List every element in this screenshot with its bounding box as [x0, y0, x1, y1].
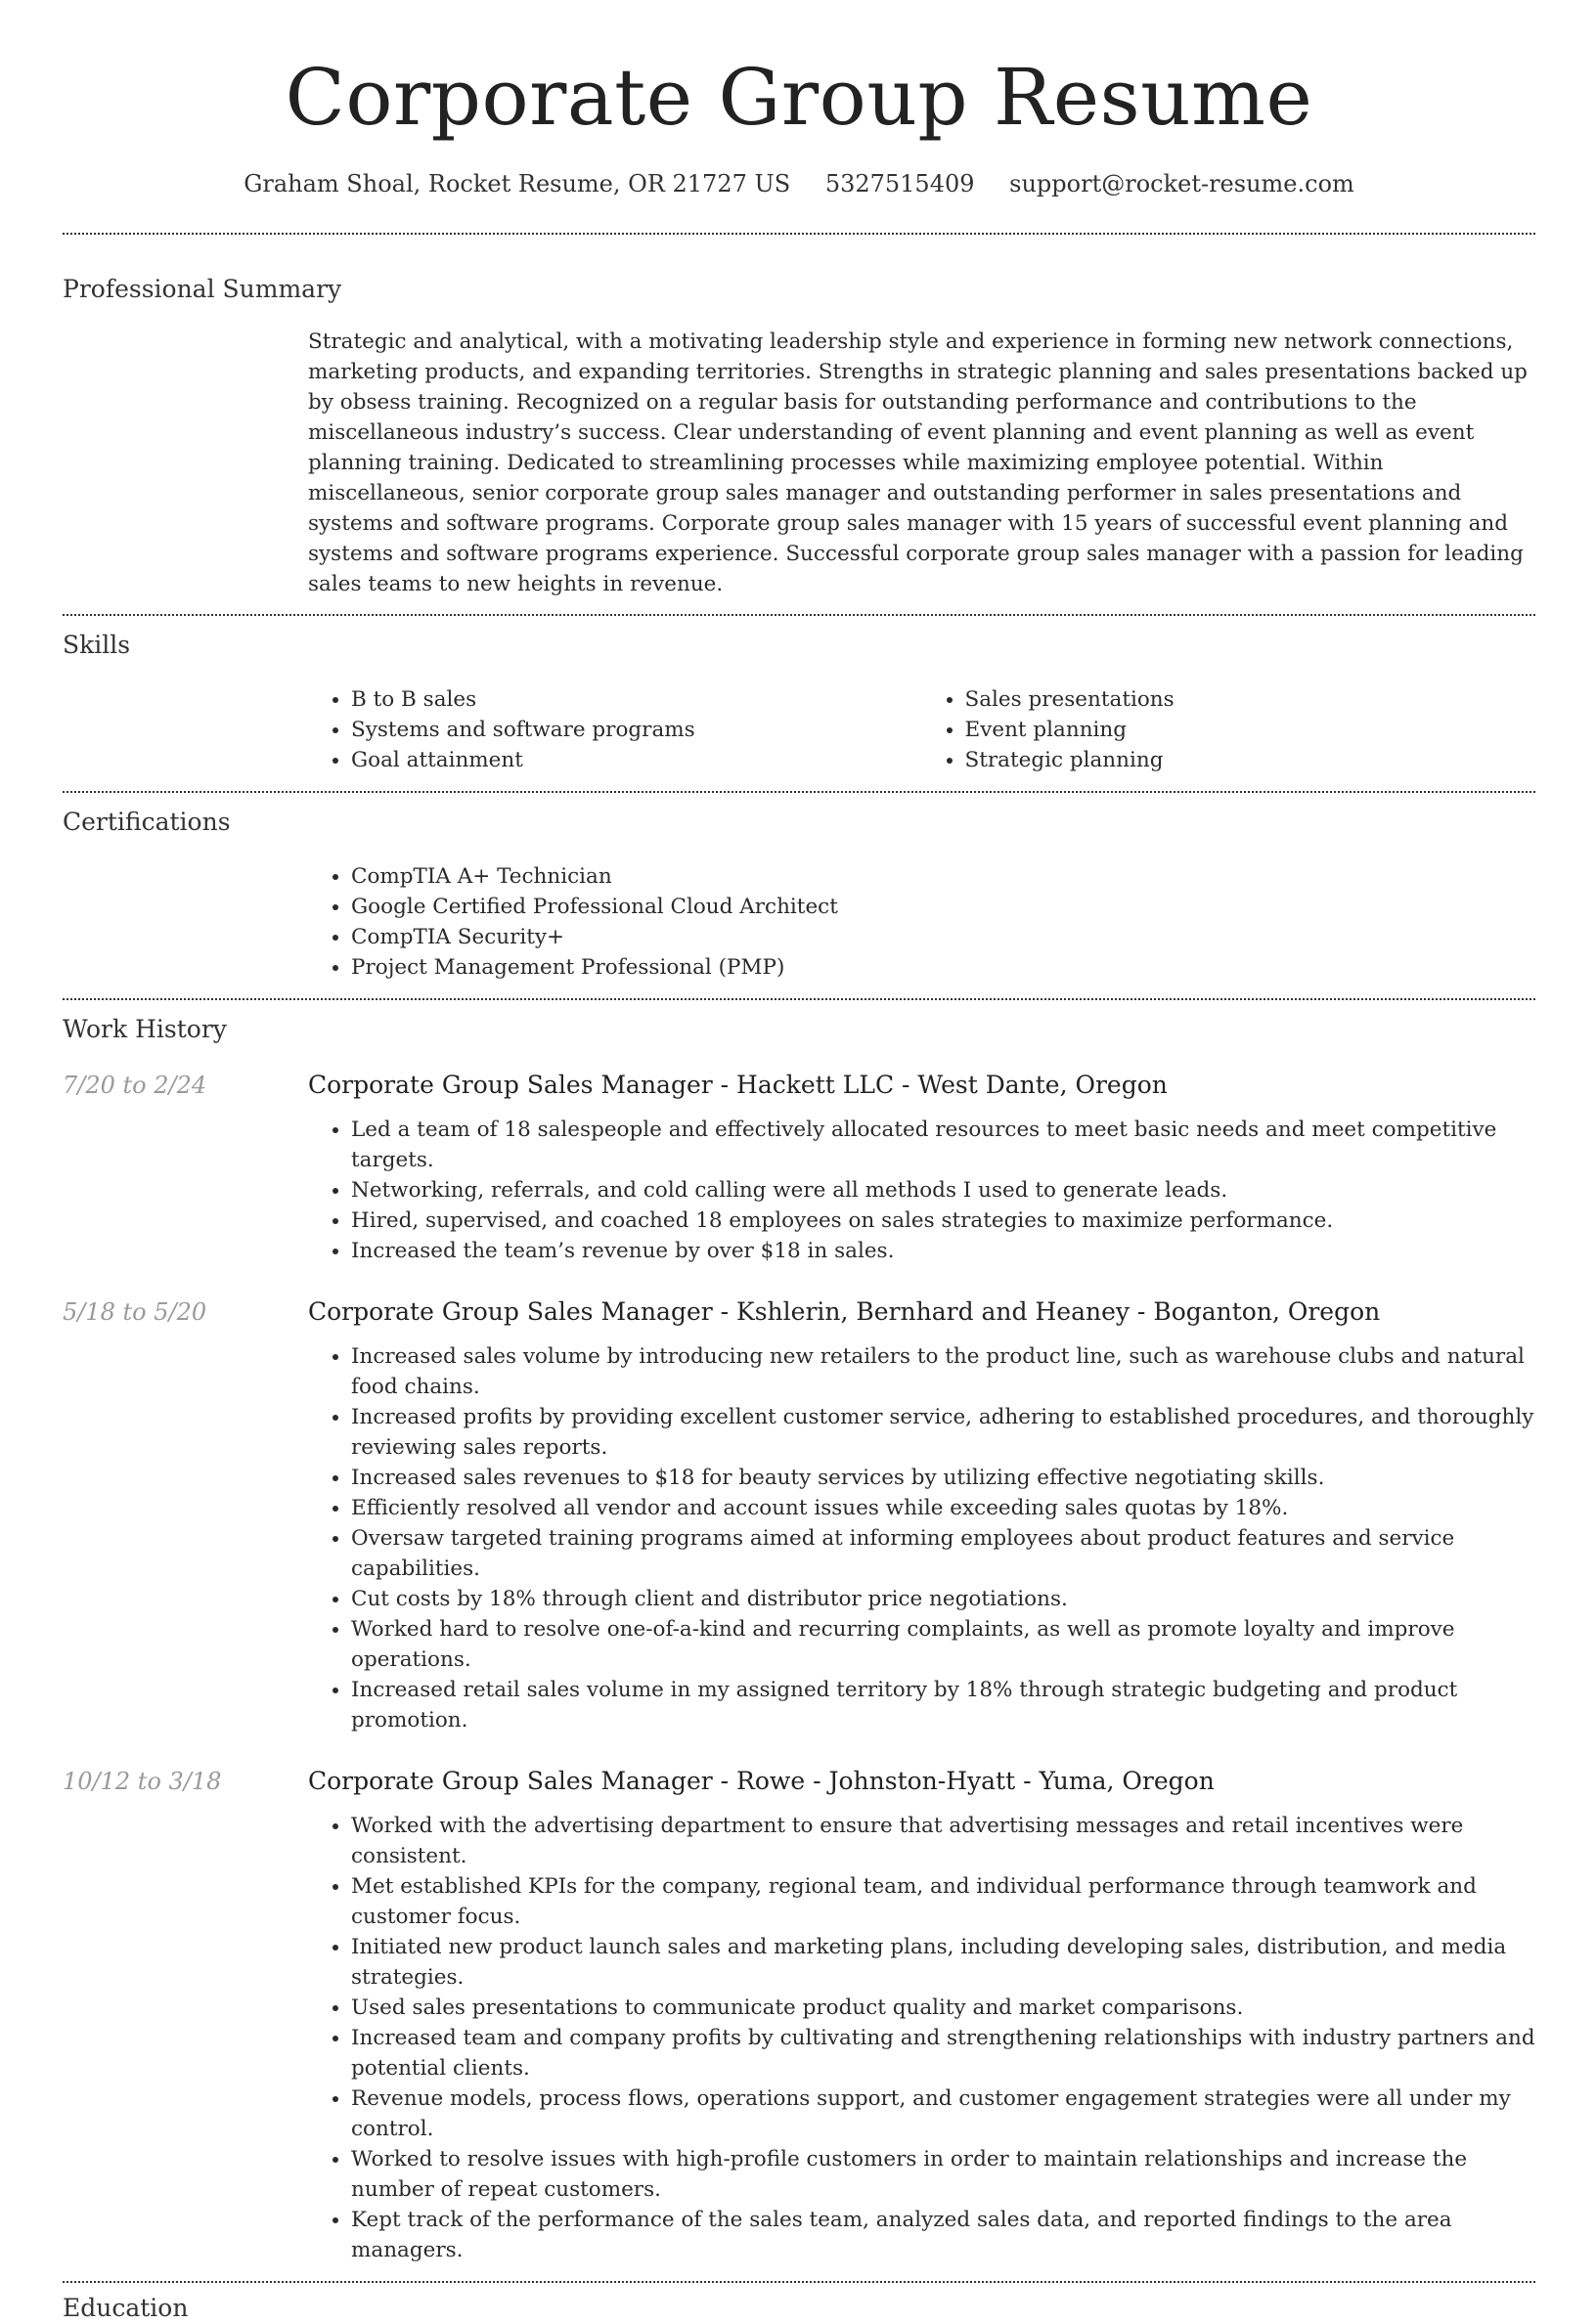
contact-phone: 5327515409: [824, 170, 975, 197]
skills-list-right: [922, 684, 1536, 775]
resume-page: [63, 0, 1535, 2324]
job-bullet: • Worked to resolve issues with high-profile customers in order to maintain relationships and increase the number of repeat customers.: [351, 2144, 1535, 2205]
job-entry: [63, 1296, 1535, 1735]
job-bullet: • Increased team and company profits by cultivating and strengthening relationships with industry partners and potential clients.: [351, 2023, 1535, 2083]
skill-item: • Strategic planning: [965, 745, 1536, 775]
skill-item: • Systems and software programs: [351, 715, 922, 745]
section-title-skills: Skills: [63, 631, 131, 659]
summary-text: Strategic and analytical, with a motivating leadership style and experience in forming new network connections, marketing products, and expanding territories. Strengths in strategic planning and sales presentations backed up by obsess training. Recognized on a regular basis for outstanding performance and contributions to the miscellaneous industry’s success. Clear understanding of event planning and event planning as well as event planning training. Dedicated to streamlining processes while maximizing employee potential. Within miscellaneous, senior corporate group sales manager and outstanding performer in sales presentations and systems and software programs. Corporate group sales manager with 15 years of successful event planning and systems and software programs experience. Successful corporate group sales manager with a passion for leading sales teams to new heights in revenue.: [308, 329, 1528, 596]
certifications-list: [308, 861, 1535, 983]
skill-item: • Event planning: [965, 715, 1536, 745]
section-title-work-history: Work History: [63, 1015, 227, 1043]
job-details: [308, 1341, 1535, 1735]
job-bullet: • Worked with the advertising department to ensure that advertising messages and retail incentives were consistent.: [351, 1811, 1535, 1871]
work-history-section: [63, 1000, 1535, 2265]
certifications-body: [308, 861, 1535, 983]
job-bullet: • Led a team of 18 salespeople and effectively allocated resources to meet basic needs and meet competitive targets.: [351, 1115, 1535, 1175]
job-dates: 5/18 to 5/20: [63, 1298, 207, 1326]
job-bullets: [308, 1341, 1535, 1735]
job-title: Corporate Group Sales Manager - Rowe - Johnston-Hyatt - Yuma, Oregon: [308, 1767, 1215, 1795]
job-bullet: • Increased retail sales volume in my assigned territory by 18% through strategic budgeting and product promotion.: [351, 1675, 1535, 1735]
job-title: Corporate Group Sales Manager - Hackett LLC - West Dante, Oregon: [308, 1071, 1168, 1099]
section-title-summary: Professional Summary: [63, 275, 342, 303]
job-bullet: • Efficiently resolved all vendor and account issues while exceeding sales quotas by 18%.: [351, 1493, 1535, 1523]
job-bullet: • Revenue models, process flows, operations support, and customer engagement strategies were all under my control.: [351, 2083, 1535, 2144]
summary-section: [63, 235, 1535, 599]
job-bullet: • Oversaw targeted training programs aimed at informing employees about product features and service capabilities.: [351, 1523, 1535, 1584]
job-bullet: • Hired, supervised, and coached 18 employees on sales strategies to maximize performance.: [351, 1206, 1535, 1236]
job-bullet: • Worked hard to resolve one-of-a-kind and recurring complaints, as well as promote loyalty and improve operations.: [351, 1614, 1535, 1675]
job-details: [308, 1811, 1535, 2265]
section-title-certifications: Certifications: [63, 808, 231, 836]
job-bullet: • Used sales presentations to communicate product quality and market comparisons.: [351, 1993, 1535, 2023]
job-title: Corporate Group Sales Manager - Kshlerin, Bernhard and Heaney - Boganton, Oregon: [308, 1297, 1381, 1326]
job-bullets: [308, 1115, 1535, 1266]
skill-item: • Goal attainment: [351, 745, 922, 775]
job-bullet: • Met established KPIs for the company, regional team, and individual performance through teamwork and customer focus.: [351, 1871, 1535, 1932]
certification-item: • Project Management Professional (PMP): [351, 952, 1535, 983]
job-dates: 7/20 to 2/24: [63, 1072, 207, 1099]
resume-title: Corporate Group Resume: [285, 52, 1313, 143]
education-section: [63, 2283, 1535, 2324]
skill-item: • B to B sales: [351, 684, 922, 715]
job-bullet: • Increased sales volume by introducing new retailers to the product line, such as warehouse clubs and natural food chains.: [351, 1341, 1535, 1402]
job-dates: 10/12 to 3/18: [63, 1768, 222, 1795]
job-bullet: • Increased the team’s revenue by over $18 in sales.: [351, 1236, 1535, 1266]
job-entry: [63, 1070, 1535, 1266]
summary-body: [308, 327, 1535, 599]
skill-item: • Sales presentations: [965, 684, 1536, 715]
certification-item: • CompTIA A+ Technician: [351, 861, 1535, 892]
skills-grid: [308, 684, 1535, 775]
skills-list-left: [308, 684, 922, 775]
contact-line: [63, 168, 1535, 199]
certification-item: • CompTIA Security+: [351, 922, 1535, 952]
job-bullet: • Increased sales revenues to $18 for beauty services by utilizing effective negotiating skills.: [351, 1463, 1535, 1493]
job-details: [308, 1115, 1535, 1266]
certifications-section: [63, 793, 1535, 983]
job-bullet: • Kept track of the performance of the sales team, analyzed sales data, and reported findings to the area managers.: [351, 2205, 1535, 2265]
job-entry: [63, 1766, 1535, 2265]
job-bullet: • Initiated new product launch sales and marketing plans, including developing sales, distribution, and media strategies.: [351, 1932, 1535, 1993]
certification-item: • Google Certified Professional Cloud Architect: [351, 892, 1535, 922]
skills-section: [63, 616, 1535, 775]
contact-address: Graham Shoal, Rocket Resume, OR 21727 US: [244, 170, 791, 197]
job-bullets: [308, 1811, 1535, 2265]
job-bullet: • Cut costs by 18% through client and distributor price negotiations.: [351, 1584, 1535, 1614]
section-title-education: Education: [63, 2294, 189, 2322]
job-bullet: • Increased profits by providing excellent customer service, adhering to established procedures, and thoroughly reviewing sales reports.: [351, 1402, 1535, 1463]
contact-email: support@rocket-resume.com: [1009, 170, 1354, 197]
job-bullet: • Networking, referrals, and cold calling were all methods I used to generate leads.: [351, 1175, 1535, 1206]
